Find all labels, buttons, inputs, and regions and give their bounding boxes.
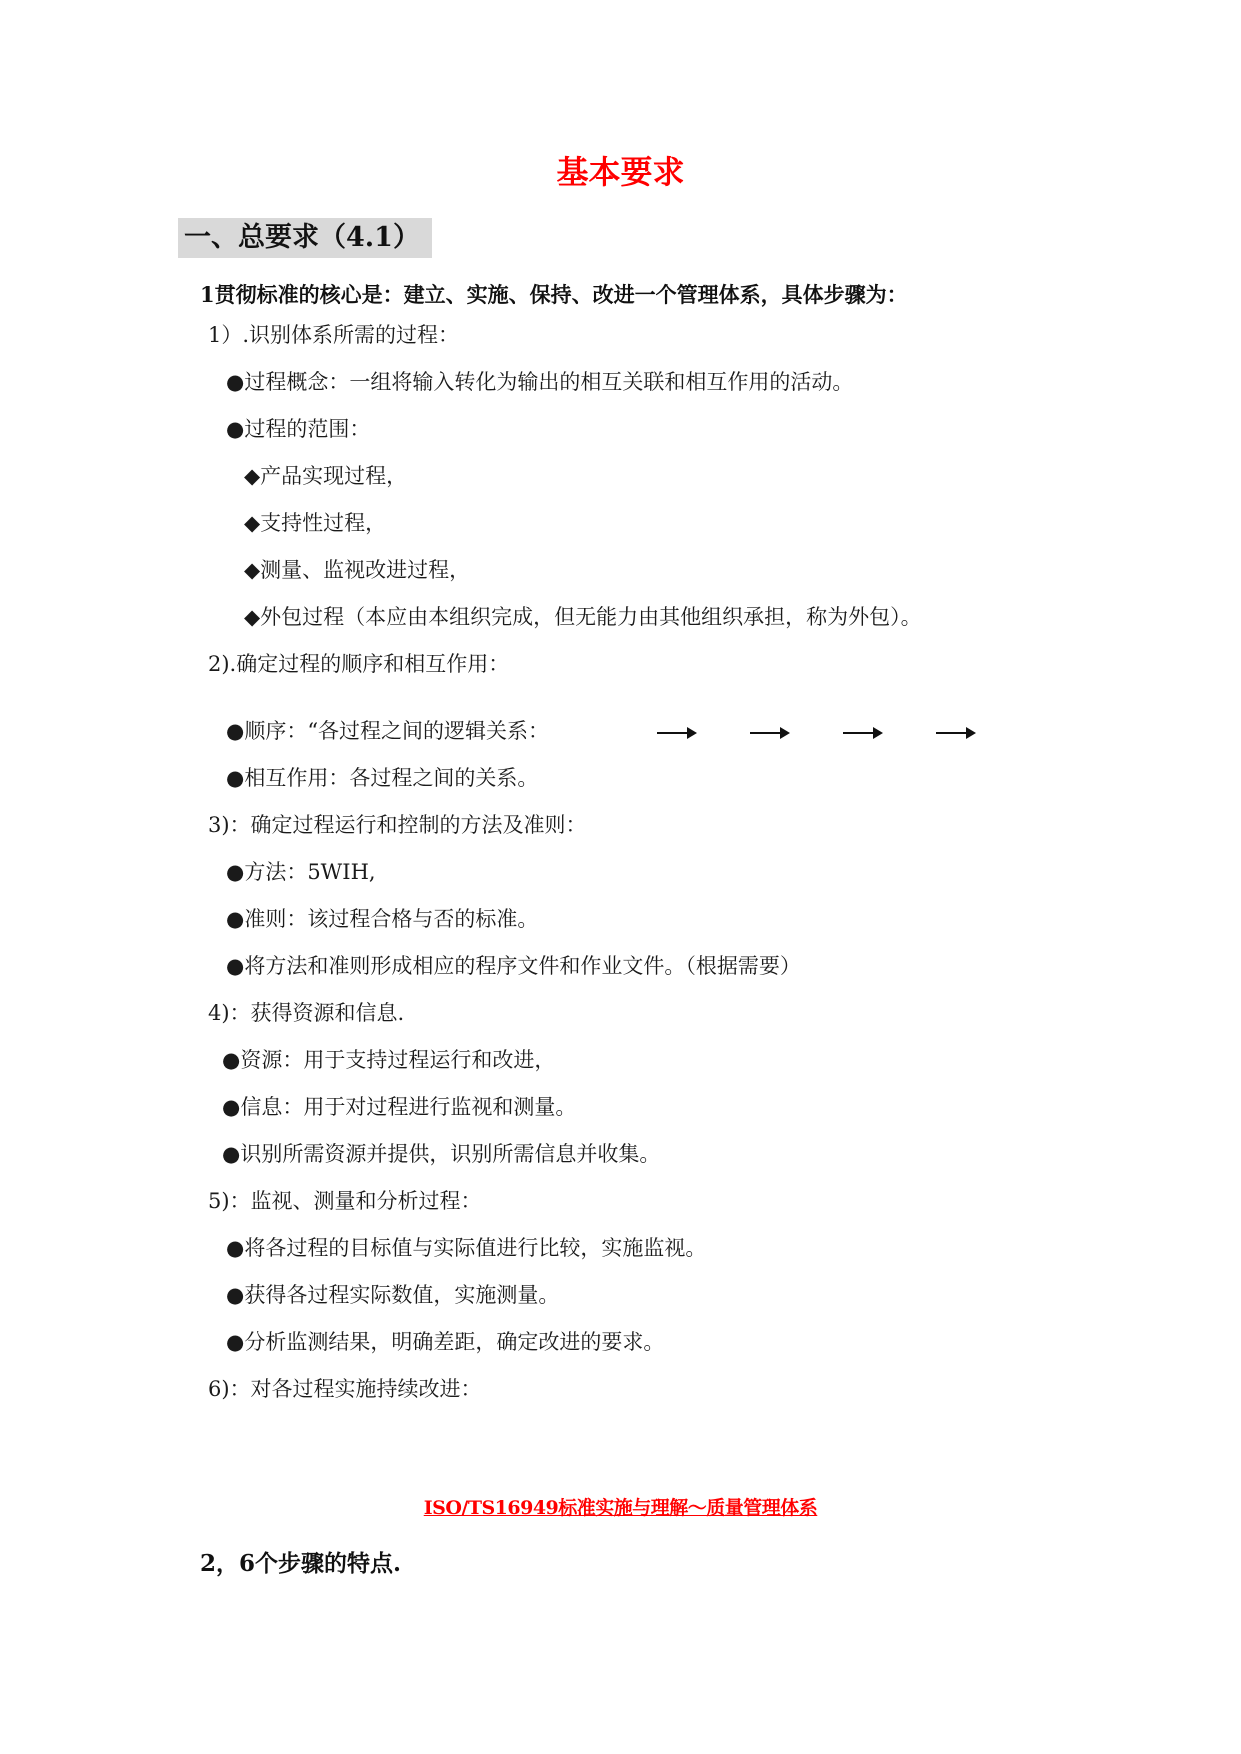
arrow-icon <box>936 727 976 739</box>
section-heading: 一、总要求（4.1） <box>178 218 432 258</box>
list-item: ●识别所需资源并提供，识别所需信息并收集。 <box>222 1142 661 1166</box>
document-link[interactable]: ISO/TS16949标准实施与理解～质量管理体系 <box>423 1497 818 1519</box>
step-1-heading: 1）.识别体系所需的过程： <box>208 323 460 347</box>
page-title: 基本要求 <box>556 153 685 191</box>
list-item: ●信息：用于对过程进行监视和测量。 <box>222 1095 577 1119</box>
list-item: ●顺序：“各过程之间的逻辑关系： <box>226 719 550 743</box>
list-item: ●方法：5WIH, <box>226 860 376 884</box>
list-item: ●获得各过程实际数值，实施测量。 <box>226 1283 560 1307</box>
list-item: ●相互作用：各过程之间的关系。 <box>226 766 539 790</box>
step-4-heading: 4)：获得资源和信息. <box>208 1001 405 1025</box>
intro-paragraph: 1贯彻标准的核心是：建立、实施、保持、改进一个管理体系，具体步骤为： <box>200 282 908 307</box>
step-6-heading: 6)：对各过程实施持续改进： <box>208 1377 482 1401</box>
list-item: ●过程概念：一组将输入转化为输出的相互关联和相互作用的活动。 <box>226 370 854 394</box>
step-3-heading: 3)：确定过程运行和控制的方法及准则： <box>208 813 587 837</box>
list-item: ●准则：该过程合格与否的标准。 <box>226 907 539 931</box>
list-item: ◆外包过程（本应由本组织完成，但无能力由其他组织承担，称为外包）。 <box>244 605 922 629</box>
arrow-icon <box>750 727 790 739</box>
list-item: ◆测量、监视改进过程， <box>244 558 471 582</box>
arrow-icon <box>657 727 697 739</box>
list-item: ●将各过程的目标值与实际值进行比较，实施监视。 <box>226 1236 707 1260</box>
list-item: ●资源：用于支持过程运行和改进， <box>222 1048 556 1072</box>
subsection-heading: 2，6个步骤的特点. <box>200 1550 402 1577</box>
list-item: ●分析监测结果，明确差距，确定改进的要求。 <box>226 1330 665 1354</box>
list-item: ◆支持性过程， <box>244 511 387 535</box>
step-2-heading: 2).确定过程的顺序和相互作用： <box>208 652 510 676</box>
arrow-icon <box>843 727 883 739</box>
step-5-heading: 5)：监视、测量和分析过程： <box>208 1189 482 1213</box>
list-item: ●过程的范围： <box>226 417 371 441</box>
list-item: ◆产品实现过程， <box>244 464 408 488</box>
list-item: ●将方法和准则形成相应的程序文件和作业文件。（根据需要） <box>226 954 801 978</box>
